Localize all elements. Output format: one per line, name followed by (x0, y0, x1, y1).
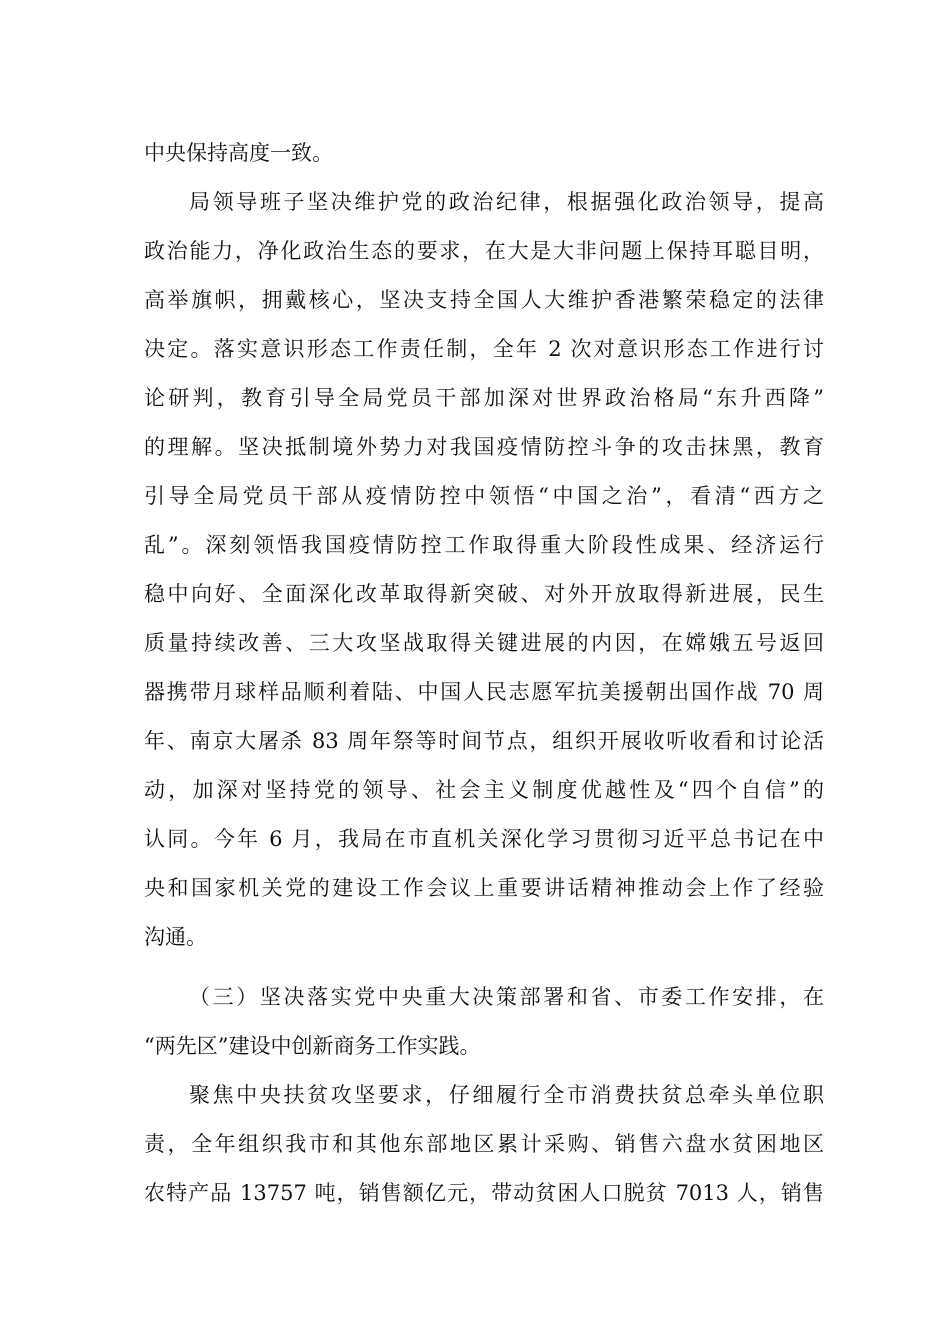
text-line: 乱”。深刻领悟我国疫情防控工作取得重大阶段性成果、经济运行 (144, 533, 824, 557)
text-line: 动，加深对坚持党的领导、社会主义制度优越性及“四个自信”的 (144, 778, 824, 802)
text-line: 政治能力，净化政治生态的要求，在大是大非问题上保持耳聪目明， (144, 239, 824, 263)
section-heading-line: “两先区”建设中创新商务工作实践。 (144, 1034, 481, 1058)
text-line: 中央保持高度一致。 (144, 141, 333, 165)
text-line: 央和国家机关党的建设工作会议上重要讲话精神推动会上作了经验 (144, 876, 824, 900)
text-line: 器携带月球样品顺利着陆、中国人民志愿军抗美援朝出国作战 70 周 (144, 680, 824, 704)
paragraph-first-line: 局领导班子坚决维护党的政治纪律，根据强化政治领导，提高 (189, 190, 824, 214)
text-line: 年、南京大屠杀 83 周年祭等时间节点，组织开展收听收看和讨论活 (144, 729, 824, 753)
text-line: 稳中向好、全面深化改革取得新突破、对外开放取得新进展，民生 (144, 582, 824, 606)
text-line: 的理解。坚决抵制境外势力对我国疫情防控斗争的攻击抹黑，教育 (144, 435, 824, 459)
text-line: 责，全年组织我市和其他东部地区累计采购、销售六盘水贫困地区 (144, 1132, 824, 1156)
text-line: 沟通。 (144, 925, 207, 949)
text-line: 质量持续改善、三大攻坚战取得关键进展的内因，在嫦娥五号返回 (144, 631, 824, 655)
text-line: 引导全局党员干部从疫情防控中领悟“中国之治”，看清“西方之 (144, 484, 824, 508)
section-heading-line: （三）坚决落实党中央重大决策部署和省、市委工作安排，在 (189, 985, 824, 1009)
text-line: 高举旗帜，拥戴核心，坚决支持全国人大维护香港繁荣稳定的法律 (144, 288, 824, 312)
text-line: 农特产品 13757 吨，销售额亿元，带动贫困人口脱贫 7013 人，销售 (144, 1181, 824, 1205)
text-line: 论研判，教育引导全局党员干部加深对世界政治格局“东升西降” (144, 386, 824, 410)
text-line: 认同。今年 6 月，我局在市直机关深化学习贯彻习近平总书记在中 (144, 827, 824, 851)
paragraph-first-line: 聚焦中央扶贫攻坚要求，仔细履行全市消费扶贫总牵头单位职 (189, 1083, 824, 1107)
text-line: 决定。落实意识形态工作责任制，全年 2 次对意识形态工作进行讨 (144, 337, 824, 361)
